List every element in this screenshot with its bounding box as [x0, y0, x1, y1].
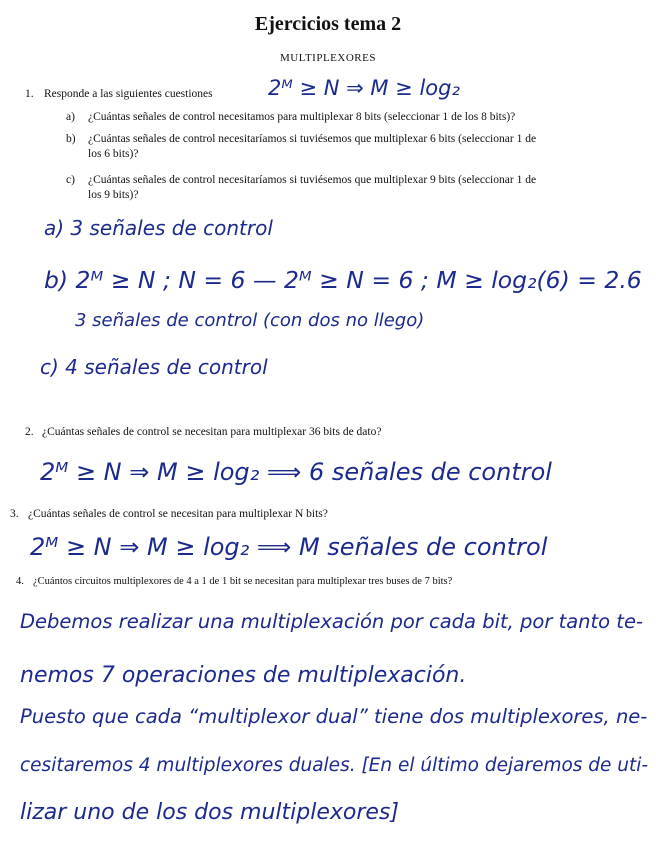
- page-title: Ejercicios tema 2: [254, 13, 402, 35]
- question-2-number: 2.: [25, 426, 34, 438]
- question-1b-line2: los 6 bits)?: [88, 148, 139, 160]
- question-1c-label: c): [66, 174, 75, 186]
- answer-4-line-3: Puesto que cada “multiplexor dual” tiene dos multiplexores, ne-: [20, 705, 648, 728]
- question-3-text: ¿Cuántas señales de control se necesitan para multiplexar N bits?: [28, 508, 328, 520]
- question-4-text: ¿Cuántos circuitos multiplexores de 4 a 1 de 1 bit se necesitan para multiplexar tres buses de 7 bits?: [33, 576, 453, 587]
- question-1-number: 1.: [25, 88, 34, 100]
- answer-1b-formula: b) 2ᴹ ≥ N ; N = 6 — 2ᴹ ≥ N = 6 ; M ≥ log₂(6) = 2.6: [44, 266, 642, 294]
- question-4-number: 4.: [16, 576, 24, 587]
- question-1a-label: a): [66, 111, 75, 123]
- question-1c-line1: ¿Cuántas señales de control necesitaríamos si tuviésemos que multiplexar 9 bits (seleccionar 1 de: [88, 174, 537, 186]
- question-1a-text: ¿Cuántas señales de control necesitamos para multiplexar 8 bits (seleccionar 1 de los 8 bits)?: [88, 111, 516, 123]
- question-2-text: ¿Cuántas señales de control se necesitan para multiplexar 36 bits de dato?: [42, 426, 382, 438]
- answer-4-line-2: nemos 7 operaciones de multiplexación.: [20, 663, 467, 688]
- question-1c-line2: los 9 bits)?: [88, 189, 139, 201]
- question-1c: [66, 174, 636, 204]
- answer-1a: a) 3 señales de control: [44, 216, 273, 240]
- answer-1b-explanation: 3 señales de control (con dos no llego): [75, 310, 425, 331]
- question-1b: [66, 133, 636, 163]
- question-1b-label: b): [66, 133, 76, 145]
- answer-1c: c) 4 señales de control: [40, 355, 268, 379]
- answer-4-line-4: cesitaremos 4 multiplexores duales. [En el último dejaremos de uti-: [20, 755, 649, 776]
- question-1-text: Responde a las siguientes cuestiones: [44, 88, 213, 100]
- answer-4-line-5: lizar uno de los dos multiplexores]: [20, 800, 399, 825]
- question-3-number: 3.: [10, 508, 19, 520]
- question-1b-line1: ¿Cuántas señales de control necesitaríamos si tuviésemos que multiplexar 6 bits (seleccionar 1 de: [88, 133, 537, 145]
- page-subtitle: MULTIPLEXORES: [280, 52, 376, 64]
- answer-4-line-1: Debemos realizar una multiplexación por cada bit, por tanto te-: [20, 610, 643, 633]
- answer-2: 2ᴹ ≥ N ⇒ M ≥ log₂ ⟹ 6 señales de control: [40, 458, 552, 486]
- question-1-formula: 2ᴹ ≥ N ⇒ M ≥ log₂: [268, 76, 460, 100]
- answer-3: 2ᴹ ≥ N ⇒ M ≥ log₂ ⟹ M señales de control: [30, 533, 548, 561]
